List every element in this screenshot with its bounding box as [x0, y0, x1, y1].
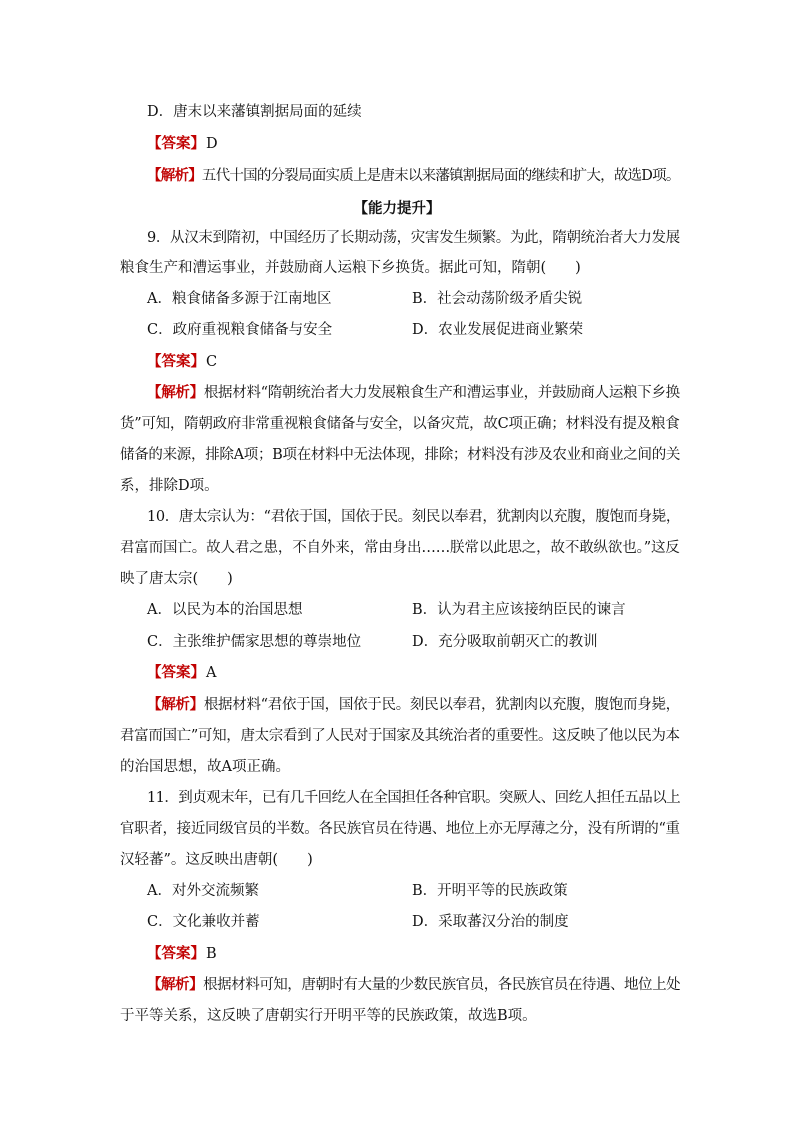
q11-answer: [147, 944, 217, 964]
q10-option-c: C．主张维护儒家思想的尊崇地位: [147, 634, 362, 650]
q11-analysis-line-2: 于平等关系，这反映了唐朝实行开明平等的民族政策，故选B项。: [120, 1008, 537, 1024]
analysis-text: 五代十国的分裂局面实质上是唐末以来藩镇割据局面的继续和扩大，故选D项。: [201, 168, 680, 184]
answer-label: 【答案】: [147, 135, 205, 152]
q10-option-a: A．以民为本的治国思想: [147, 602, 303, 618]
q11-option-a: A．对外交流频繁: [147, 883, 259, 899]
analysis-text: 根据材料“隋朝统治者大力发展粮食生产和漕运事业，并鼓励商人运粮下乡换: [203, 385, 680, 401]
q11-stem-line-2: 官职者，接近同级官员的半数。各民族官员在待遇、地位上亦无厚薄之分，没有所谓的“重: [120, 821, 680, 837]
answer-label: 【答案】: [147, 664, 205, 681]
analysis-label: 【解析】: [147, 167, 202, 184]
q10-analysis-line-3: 的治国思想，故A项正确。: [120, 759, 290, 775]
q9-analysis-line-4: 系，排除D项。: [120, 478, 219, 494]
q11-stem-line-3: 汉轻蕃”。这反映出唐朝( ): [120, 852, 313, 868]
q9-option-c: C．政府重视粮食储备与安全: [147, 322, 333, 338]
answer-label: 【答案】: [147, 945, 205, 962]
analysis-label: 【解析】: [147, 976, 204, 993]
q9-analysis-line-3: 储备的来源，排除A项；B项在材料中无法体现，排除；材料没有涉及农业和商业之间的关: [120, 447, 681, 463]
q10-option-d: D．充分吸取前朝灭亡的教训: [412, 634, 598, 650]
analysis-text: 根据材料可知，唐朝时有大量的少数民族官员，各民族官员在待遇、地位上处: [203, 977, 681, 993]
q9-stem-line-2: 粮食生产和漕运事业，并鼓励商人运粮下乡换货。据此可知，隋朝( ): [120, 260, 581, 276]
q8-option-d: D．唐末以来藩镇割据局面的延续: [147, 104, 362, 120]
answer-value: D: [206, 136, 218, 152]
q11-stem-line-1: 11．到贞观末年，已有几千回纥人在全国担任各种官职。突厥人、回纥人担任五品以上: [147, 790, 681, 806]
q10-answer: [147, 663, 216, 683]
q10-option-b: B．认为君主应该接纳臣民的谏言: [412, 602, 626, 618]
answer-value: A: [206, 665, 217, 681]
answer-value: C: [206, 354, 218, 370]
q10-stem-line-3: 映了唐太宗( ): [120, 571, 233, 587]
q8-analysis: [147, 166, 680, 186]
answer-label: 【答案】: [147, 353, 205, 370]
q11-analysis-line-1: [147, 975, 680, 995]
q9-answer: [147, 352, 217, 372]
q10-analysis-line-1: [147, 695, 680, 715]
q9-option-b: B．社会动荡阶级矛盾尖锐: [412, 291, 583, 307]
q10-stem-line-2: 君富而国亡。故人君之患，不自外来，常由身出……朕常以此思之，故不敢纵欲也。”这反: [120, 540, 680, 556]
analysis-label: 【解析】: [147, 696, 204, 713]
q10-stem-line-1: 10．唐太宗认为：“君依于国，国依于民。刻民以奉君，犹割肉以充腹，腹饱而身毙，: [147, 509, 681, 525]
q9-analysis-line-2: 货”可知，隋朝政府非常重视粮食储备与安全，以备灾荒，故C项正确；材料没有提及粮食: [120, 416, 680, 432]
answer-value: B: [206, 946, 217, 962]
q9-analysis-line-1: [147, 383, 680, 403]
q11-option-d: D．采取蕃汉分治的制度: [412, 914, 569, 930]
q8-answer: [147, 134, 218, 154]
analysis-text: 根据材料“君依于国，国依于民。刻民以奉君，犹割肉以充腹，腹饱而身毙，: [203, 697, 680, 713]
q11-option-b: B．开明平等的民族政策: [412, 883, 568, 899]
q9-stem-line-1: 9．从汉末到隋初，中国经历了长期动荡，灾害发生频繁。为此，隋朝统治者大力发展: [147, 230, 680, 246]
section-title: 【能力提升】: [353, 200, 441, 217]
q11-option-c: C．文化兼收并蓄: [147, 914, 260, 930]
q9-option-a: A．粮食储备多源于江南地区: [147, 291, 332, 307]
q10-analysis-line-2: 君富而国亡”可知，唐太宗看到了人民对于国家及其统治者的重要性。这反映了他以民为本: [120, 728, 680, 744]
analysis-label: 【解析】: [147, 384, 204, 401]
q9-option-d: D．农业发展促进商业繁荣: [412, 322, 584, 338]
